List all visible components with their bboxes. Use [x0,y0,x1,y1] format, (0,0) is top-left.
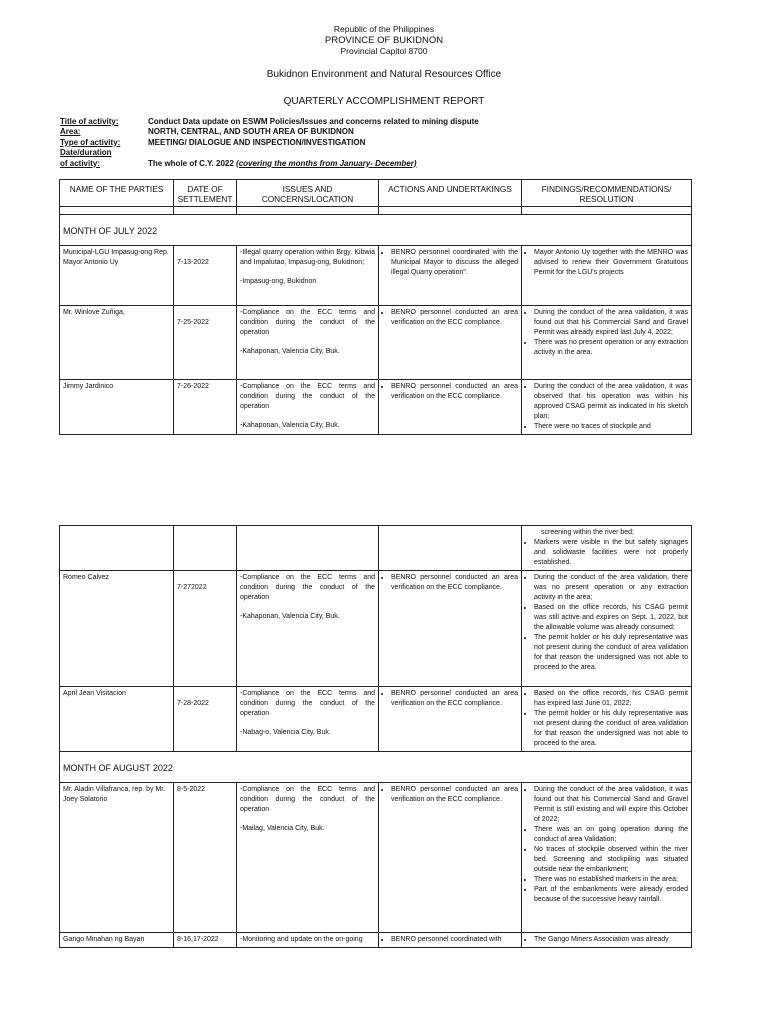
location-text: -Impasug-ong, Bukidnon [240,278,317,285]
findings-list [525,538,688,568]
findings-list [525,785,688,905]
finding-item: • Mayor Antonio Uy together with the MENRO was advised to renew their Government Gratuitous Permit for the LGU's projects [534,248,688,278]
table-row [60,783,692,933]
action-cell [379,783,522,933]
location-text: -Kahaponan, Valencia City, Buk. [240,422,340,429]
findings-cell [522,933,692,948]
action-item: • BENRO personnel conducted an area verification on the ECC compliance. [391,785,518,805]
col-header-findings: FINDINGS/RECOMMENDATIONS/ RESOLUTION [522,180,692,207]
location-text: -Mailag, Valencia City, Buk. [240,825,325,832]
month-row [60,752,692,783]
action-cell [379,306,522,380]
findings-list [525,308,688,358]
findings-list [525,573,688,673]
date-cell: 7-272022 [174,571,237,687]
findings-cell [522,783,692,933]
header-row [60,180,692,207]
action-cell [379,933,522,948]
finding-item: • During the conduct of the area validation, it was found out that his Commercial Sand and Gravel Permit is still existing and will expire this October of 2022; [534,785,688,825]
type-label: Type of activity: [60,137,121,147]
finding-item: • Markers were visible in the but safety signages and solidwaste facilities were not properly established. [534,538,688,568]
findings-cell [522,526,692,571]
activity-details [60,117,720,169]
date-value: The whole of C.Y. 2022 [148,158,234,168]
action-list [382,785,518,805]
issue-text: -Monitoring and update on the on-going [240,936,363,943]
table-row [60,306,692,380]
issue-text: -Compliance on the ECC terms and condition during the conduct of the operation [240,309,375,336]
action-cell [379,687,522,752]
action-list [382,689,518,709]
party-cell: April Jean Visitacion [60,687,174,752]
action-list [382,573,518,593]
party-cell: Gango Minahan ng Bayan [60,933,174,948]
report-title: QUARTERLY ACCOMPLISHMENT REPORT [283,96,485,107]
location-text: -Nabag-o, Valencia City, Buk. [240,729,331,736]
action-list [382,248,518,278]
finding-item: • During the conduct of the area validation, there was no present operation or any extraction activity in the area; [534,573,688,603]
finding-item: • The Gango Miners Association was already [534,935,688,945]
finding-item: • The permit holder or his duly representative was not present during the conduct of area validation for that reason the undersigned was not able to proceed to the area. [534,709,688,749]
finding-item: • Based on the office records, his CSAG permit has expired last June 01, 2022; [534,689,688,709]
table-row [60,933,692,948]
issue-text: -Illegal quarry operation within Brgy. Kibwia and Impalutao, Impasug-ong, Bukidnon; [240,249,375,266]
col-header-date: DATE OF SETTLEMENT [174,180,237,207]
action-list [382,382,518,402]
col-header-actions: ACTIONS AND UNDERTAKINGS [379,180,522,207]
finding-item: • There was no present operation or any extraction activity in the area. [534,338,688,358]
date-label-2: of activity: [60,158,101,168]
finding-item: • There was no established markers in the area; [534,875,688,885]
findings-cell [522,687,692,752]
area-label: Area: [60,127,81,137]
meta-row-title [60,117,720,127]
findings-list [525,689,688,749]
issue-cell [237,526,379,571]
date-cell [174,526,237,571]
date-value-wrap [148,159,720,169]
finding-item: • No traces of stockpile observed within the river bed. Screening and stockpiling was situated outside near the embankment; [534,845,688,875]
action-cell [379,526,522,571]
area-value: NORTH, CENTRAL, AND SOUTH AREA OF BUKIDNON [148,127,354,137]
blank-cell [174,207,237,215]
action-item: • BENRO personnel coordinated with [391,935,518,945]
blank-cell [60,207,174,215]
findings-cell [522,571,692,687]
blank-cell [379,207,522,215]
date-label-1: Date/duration [60,148,112,158]
party-cell: Mr. Winlove Zuñiga, [60,306,174,380]
table-row [60,687,692,752]
action-item: • BENRO personnel conducted an area verification on the ECC compliance. [391,573,518,593]
blank-cell [237,207,379,215]
meta-row-date-2 [60,159,720,169]
title-value: Conduct Data update on ESWM Policies/Issues and concerns related to mining dispute [148,117,479,126]
issue-text: -Compliance on the ECC terms and condition during the conduct of the operation [240,383,375,410]
table-row [60,380,692,435]
action-cell [379,571,522,687]
date-spacer [148,148,720,158]
location-text: -Kahaponan, Valencia City, Buk. [240,348,340,355]
party-cell: Romeo Calvez [60,571,174,687]
issue-cell [237,783,379,933]
action-cell [379,246,522,306]
action-list [382,308,518,328]
action-item: • BENRO personnel conducted an area verification on the ECC compliance. [391,382,518,402]
capitol-line: Provincial Capitol 8700 [340,46,428,56]
date-cell: 7-26-2022 [174,380,237,435]
month-row [60,215,692,246]
issue-cell [237,571,379,687]
finding-item: • Based on the office records, his CSAG permit was still active and expires on Sept. 1, 2022, but the allowable volume was already consumed; [534,603,688,633]
month-heading-august: MONTH OF AUGUST 2022 [60,752,692,783]
issue-cell [237,246,379,306]
report-table-2 [59,525,692,948]
table-row [60,571,692,687]
issue-cell [237,306,379,380]
issue-text: -Compliance on the ECC terms and condition during the conduct of the operation [240,690,375,717]
meta-row-date-1 [60,148,720,158]
province-line: PROVINCE OF BUKIDNON [324,35,444,46]
action-item: • BENRO personnel conducted an area verification on the ECC compliance. [391,308,518,328]
date-note: (covering the months from January- December) [236,158,417,168]
findings-list [525,528,688,538]
action-list [382,935,518,945]
issue-cell [237,687,379,752]
finding-item: • Part of the embankments were already eroded because of the successive heavy rainfall. [534,885,688,905]
month-heading-july: MONTH OF JULY 2022 [60,215,692,246]
action-cell [379,380,522,435]
date-cell: 8-5-2022 [174,783,237,933]
findings-cell [522,380,692,435]
meta-row-type [60,138,720,148]
office-name: Bukidnon Environment and Natural Resources Office [266,69,502,80]
findings-cell [522,306,692,380]
action-item: • BENRO personnel coordinated with the Municipal Mayor to discuss the alleged illegal Quarry operation". [391,248,518,278]
date-cell: 7-25-2022 [174,306,237,380]
date-cell: 7-28-2022 [174,687,237,752]
party-cell: Municipal-LGU Impasug-ong Rep. Mayor Antonio Uy [60,246,174,306]
meta-row-area [60,127,720,137]
table-row-continued [60,526,692,571]
location-text: -Kahaponan, Valencia City, Buk. [240,613,340,620]
date-cell: 8-16,17-2022 [174,933,237,948]
title-label: Title of activity: [60,117,119,126]
republic-line: Republic of the Philippines [333,24,435,34]
spacer-row [60,207,692,215]
blank-cell [522,207,692,215]
findings-list [525,935,688,945]
type-value: MEETING/ DIALOGUE AND INSPECTION/INVESTIGATION [148,137,366,147]
report-table-1 [59,179,692,435]
col-header-issues: ISSUES AND CONCERNS/LOCATION [237,180,379,207]
party-cell: Mr. Aladin Villafranca, rep. by Mr. Joey Solatorio [60,783,174,933]
finding-item: • During the conduct of the area validation, it was found out that his Commercial Sand and Gravel Permit was already expired last July 4, 2022; [534,308,688,338]
finding-item: • During the conduct of the area validation, it was observed that his operation was within his approved CSAG permit as indicated in his sketch plan; [534,382,688,422]
issue-text: -Compliance on the ECC terms and condition during the conduct of the operation [240,786,375,813]
party-cell: Jimmy Jardinico [60,380,174,435]
findings-list [525,382,688,432]
finding-item: screening within the river bed; [541,529,634,536]
party-cell [60,526,174,571]
finding-item: • There was an on going operation during the conduct of area Validation; [534,825,688,845]
finding-item: • There were no traces of stockpile and [534,422,688,432]
issue-cell [237,380,379,435]
date-cell: 7-13-2022 [174,246,237,306]
issue-text: -Compliance on the ECC terms and condition during the conduct of the operation [240,574,375,601]
finding-item: • The permit holder or his duly representative was not present during the conduct of area validation for that reason the undersigned was not able to proceed to the area. [534,633,688,673]
action-item: • BENRO personnel conducted an area verification on the ECC compliance. [391,689,518,709]
issue-cell [237,933,379,948]
col-header-parties: NAME OF THE PARTIES [60,180,174,207]
findings-cell [522,246,692,306]
findings-list [525,248,688,278]
table-row [60,246,692,306]
